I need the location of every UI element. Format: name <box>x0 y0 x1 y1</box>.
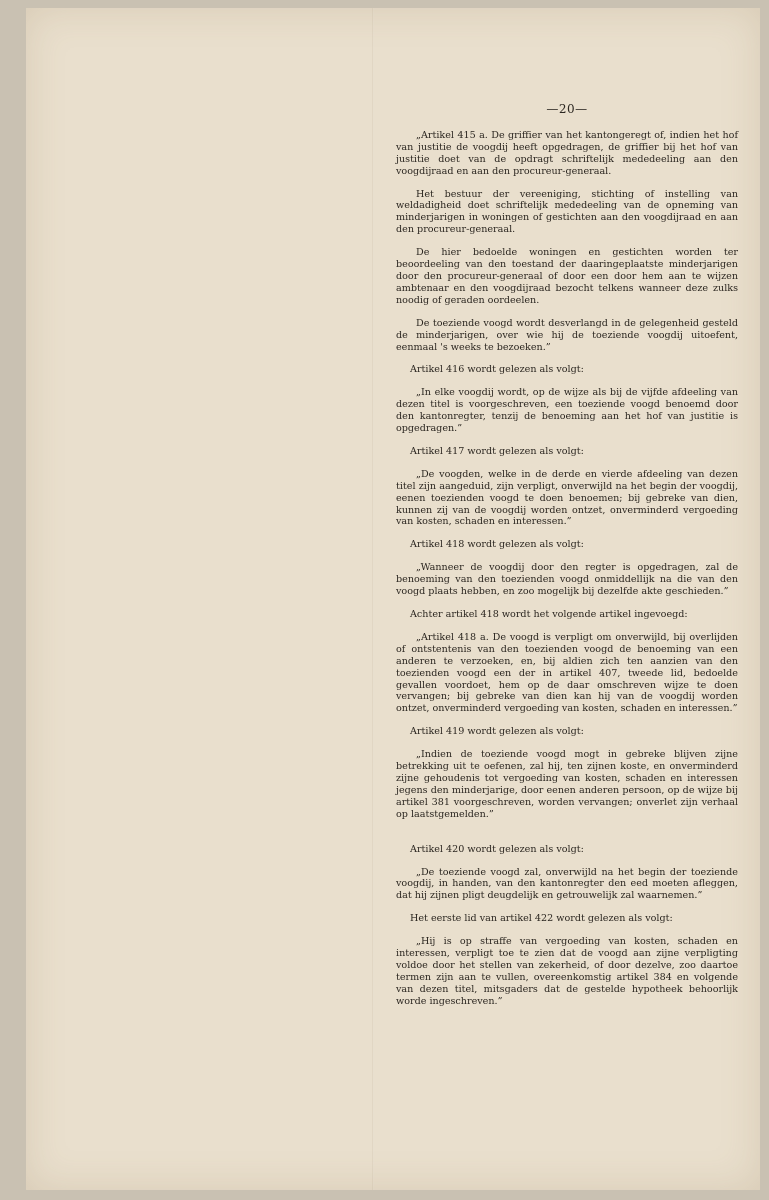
heading-insert-418a: Achter artikel 418 wordt het volgende artikel ingevoegd: <box>410 609 688 620</box>
paragraph-bestuur: Het bestuur der vereeniging, stichting of instelling van weldadigheid doet schriftelijk mededeeling van de opneming van minderjarigen in woningen of gestichten aan den voogdijraad en aan den procureur-generaal. <box>396 188 738 236</box>
paragraph-art-418a: „Artikel 418 a. De voogd is verpligt om onverwijld, bij overlijden of ontstentenis van den toezienden voogd de benoeming van een anderen te verzoeken, en, bij aldien zich ten aanzien van den toezienden voogd een der in artikel 407, tweede lid, bedoelde gevallen voordoet, hem op de daar omschreven wijze te doen vervangen; bij gebreke van dien kan hij van de voogdij worden ontzet, onverminderd vergoeding van kosten, schaden en interessen.” <box>396 631 738 715</box>
paragraph-toeziende-voogd: De toeziende voogd wordt desverlangd in de gelegenheid gesteld de minderjarigen, over wie hij de toeziende voogdij uitoefent, eenmaal 's weeks te bezoeken.” <box>396 317 738 353</box>
page-fold-shadow <box>372 8 374 1190</box>
text-column <box>396 104 738 1019</box>
paragraph-woningen: De hier bedoelde woningen en gestichten worden ter beoordeeling van den toestand der daaringeplaatste minderjarigen door den procureur-generaal of door een door hem aan te wijzen ambtenaar en den voogdijraad bezocht telkens wanneer deze zulks noodig of geraden oordeelen. <box>396 247 738 306</box>
paragraph-art-418: „Wanneer de voogdij door den regter is opgedragen, zal de benoeming van den toezienden voogd onmiddellijk na die van den voogd plaats hebben, en zoo mogelijk bij dezelfde akte geschieden.” <box>396 562 738 598</box>
paragraph-art-417: „De voogden, welke in de derde en vierde afdeeling van dezen titel zijn aangeduid, zijn verpligt, onverwijld na het begin der voogdij, eenen toezienden voogd te doen benoemen; bij gebreke van dien, kunnen zij van de voogdij worden ontzet, onverminderd vergoeding van kosten, schaden en interessen.” <box>396 468 738 528</box>
heading-art-417: Artikel 417 wordt gelezen als volgt: <box>410 445 584 457</box>
heading-art-419: Artikel 419 wordt gelezen als volgt: <box>410 726 584 738</box>
heading-art-420: Artikel 420 wordt gelezen als volgt: <box>410 843 584 855</box>
paragraph-art-422: „Hij is op straffe van vergoeding van kosten, schaden en interessen, verpligt toe te zien dat de voogd aan zijne verpligting voldoe door het stellen van zekerheid, of door dezelve, zoo daartoe termen zijn aan te vullen, overeenkomstig artikel 384 en volgende van dezen titel, mitsgaders dat de gestelde hypotheek behoorlijk worde ingeschreven.” <box>396 936 738 1007</box>
paragraph-art-419: „Indien de toeziende voogd mogt in gebreke blijven zijne betrekking uit te oefenen, zal hij, ten zijnen koste, en onverminderd zijne gehoudenis tot vergoeding van kosten, schaden en interessen jegens den minderjarige, door eenen anderen persoon, op de wijze bij artikel 381 voorgeschreven, worden vervangen; onverlet zijn verhaal op laatstgemelden.” <box>396 749 738 820</box>
page-number: —20— <box>546 102 588 116</box>
paragraph-art-415a: „Artikel 415 a. De griffier van het kantongeregt of, indien het hof van justitie de voogdij heeft opgedragen, de griffier bij het hof van justitie doet van de opdragt schriftelijk mededeeling aan den voogdijraad en aan den procureur-generaal. <box>396 129 738 177</box>
paragraph-art-416: „In elke voogdij wordt, op de wijze als bij de vijfde afdeeling van dezen titel is voorgeschreven, een toeziende voogd benoemd door den kantonregter, tenzij de benoeming aan het hof van justitie is opgedragen.” <box>396 387 738 435</box>
heading-art-418: Artikel 418 wordt gelezen als volgt: <box>410 539 584 551</box>
spacer <box>396 832 738 844</box>
heading-art-416: Artikel 416 wordt gelezen als volgt: <box>410 364 584 376</box>
paragraph-art-420: „De toeziende voogd zal, onverwijld na het begin der toeziende voogdij, in handen, van den kantonregter den eed moeten afleggen, dat hij zijnen pligt deugdelijk en getrouwelijk zal waarnemen.” <box>396 866 738 902</box>
heading-art-422: Het eerste lid van artikel 422 wordt gelezen als volgt: <box>410 913 673 925</box>
